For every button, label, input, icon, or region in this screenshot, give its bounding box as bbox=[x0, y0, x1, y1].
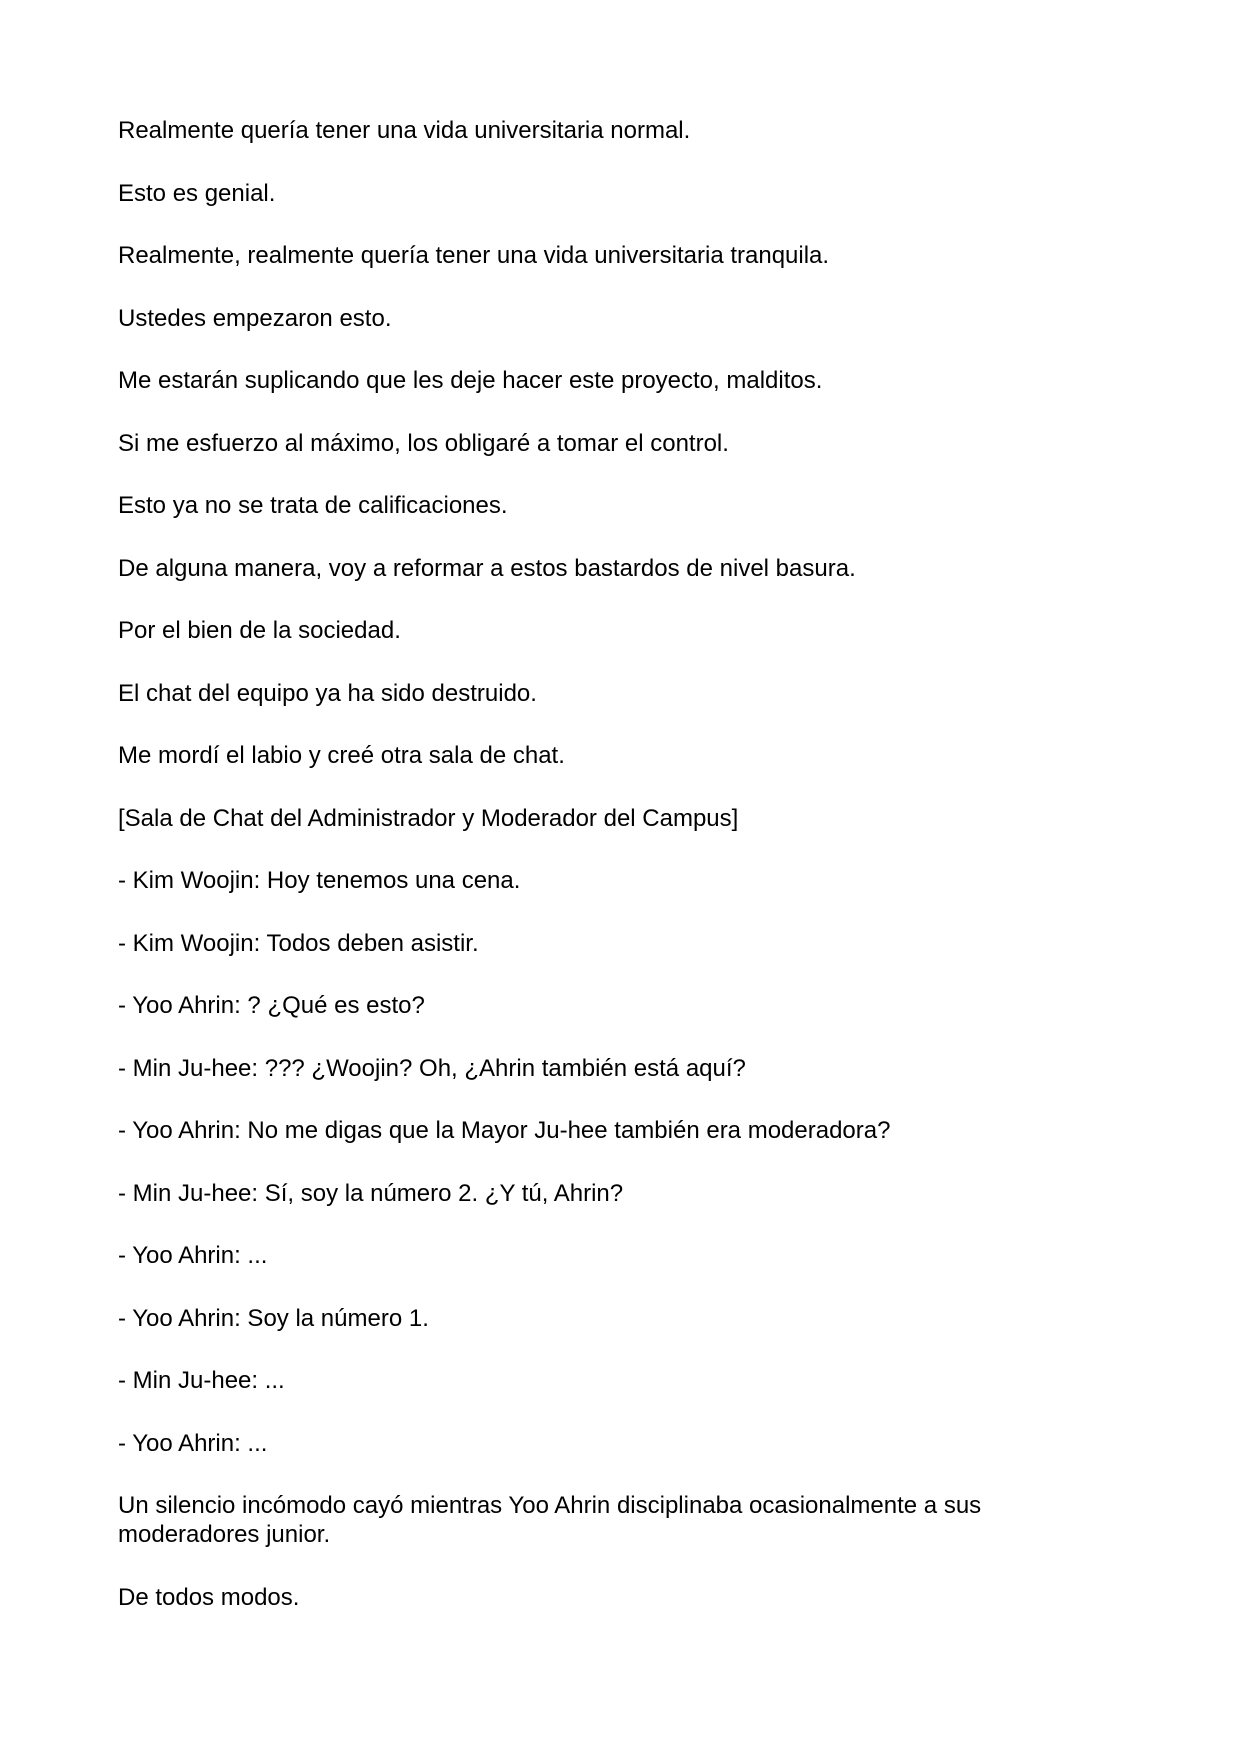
paragraph: Me estarán suplicando que les deje hacer este proyecto, malditos. bbox=[118, 367, 823, 394]
chat-line: - Kim Woojin: Todos deben asistir. bbox=[118, 929, 479, 957]
chat-room-title: [Sala de Chat del Administrador y Moderador del Campus] bbox=[118, 804, 739, 832]
paragraph: Realmente quería tener una vida universitaria normal. bbox=[118, 117, 691, 144]
paragraph: Me mordí el labio y creé otra sala de chat. bbox=[118, 742, 565, 769]
chat-line: - Min Ju-hee: Sí, soy la número 2. ¿Y tú, Ahrin? bbox=[118, 1179, 624, 1207]
chat-line: - Yoo Ahrin: ... bbox=[118, 1429, 268, 1457]
chat-line: - Yoo Ahrin: ? ¿Qué es esto? bbox=[118, 992, 425, 1019]
chat-line: - Min Ju-hee: ... bbox=[118, 1367, 285, 1394]
paragraph: Por el bien de la sociedad. bbox=[118, 617, 401, 644]
paragraph: Ustedes empezaron esto. bbox=[118, 304, 392, 332]
chat-line: - Yoo Ahrin: Soy la número 1. bbox=[118, 1304, 429, 1332]
paragraph: De todos modos. bbox=[118, 1583, 300, 1611]
document-body bbox=[118, 116, 1118, 1645]
chat-line: - Min Ju-hee: ??? ¿Woojin? Oh, ¿Ahrin también está aquí? bbox=[118, 1054, 746, 1082]
paragraph: De alguna manera, voy a reformar a estos bastardos de nivel basura. bbox=[118, 554, 856, 582]
paragraph: Realmente, realmente quería tener una vida universitaria tranquila. bbox=[118, 242, 830, 269]
chat-line: - Yoo Ahrin: ... bbox=[118, 1242, 268, 1269]
paragraph: Esto es genial. bbox=[118, 179, 276, 207]
chat-line: - Kim Woojin: Hoy tenemos una cena. bbox=[118, 867, 521, 894]
paragraph: Un silencio incómodo cayó mientras Yoo Ahrin disciplinaba ocasionalmente a sus moderadores junior. bbox=[118, 1492, 988, 1548]
chat-line: - Yoo Ahrin: No me digas que la Mayor Ju-hee también era moderadora? bbox=[118, 1117, 891, 1144]
paragraph: Esto ya no se trata de calificaciones. bbox=[118, 492, 508, 519]
paragraph: Si me esfuerzo al máximo, los obligaré a tomar el control. bbox=[118, 429, 729, 457]
paragraph: El chat del equipo ya ha sido destruido. bbox=[118, 679, 537, 707]
